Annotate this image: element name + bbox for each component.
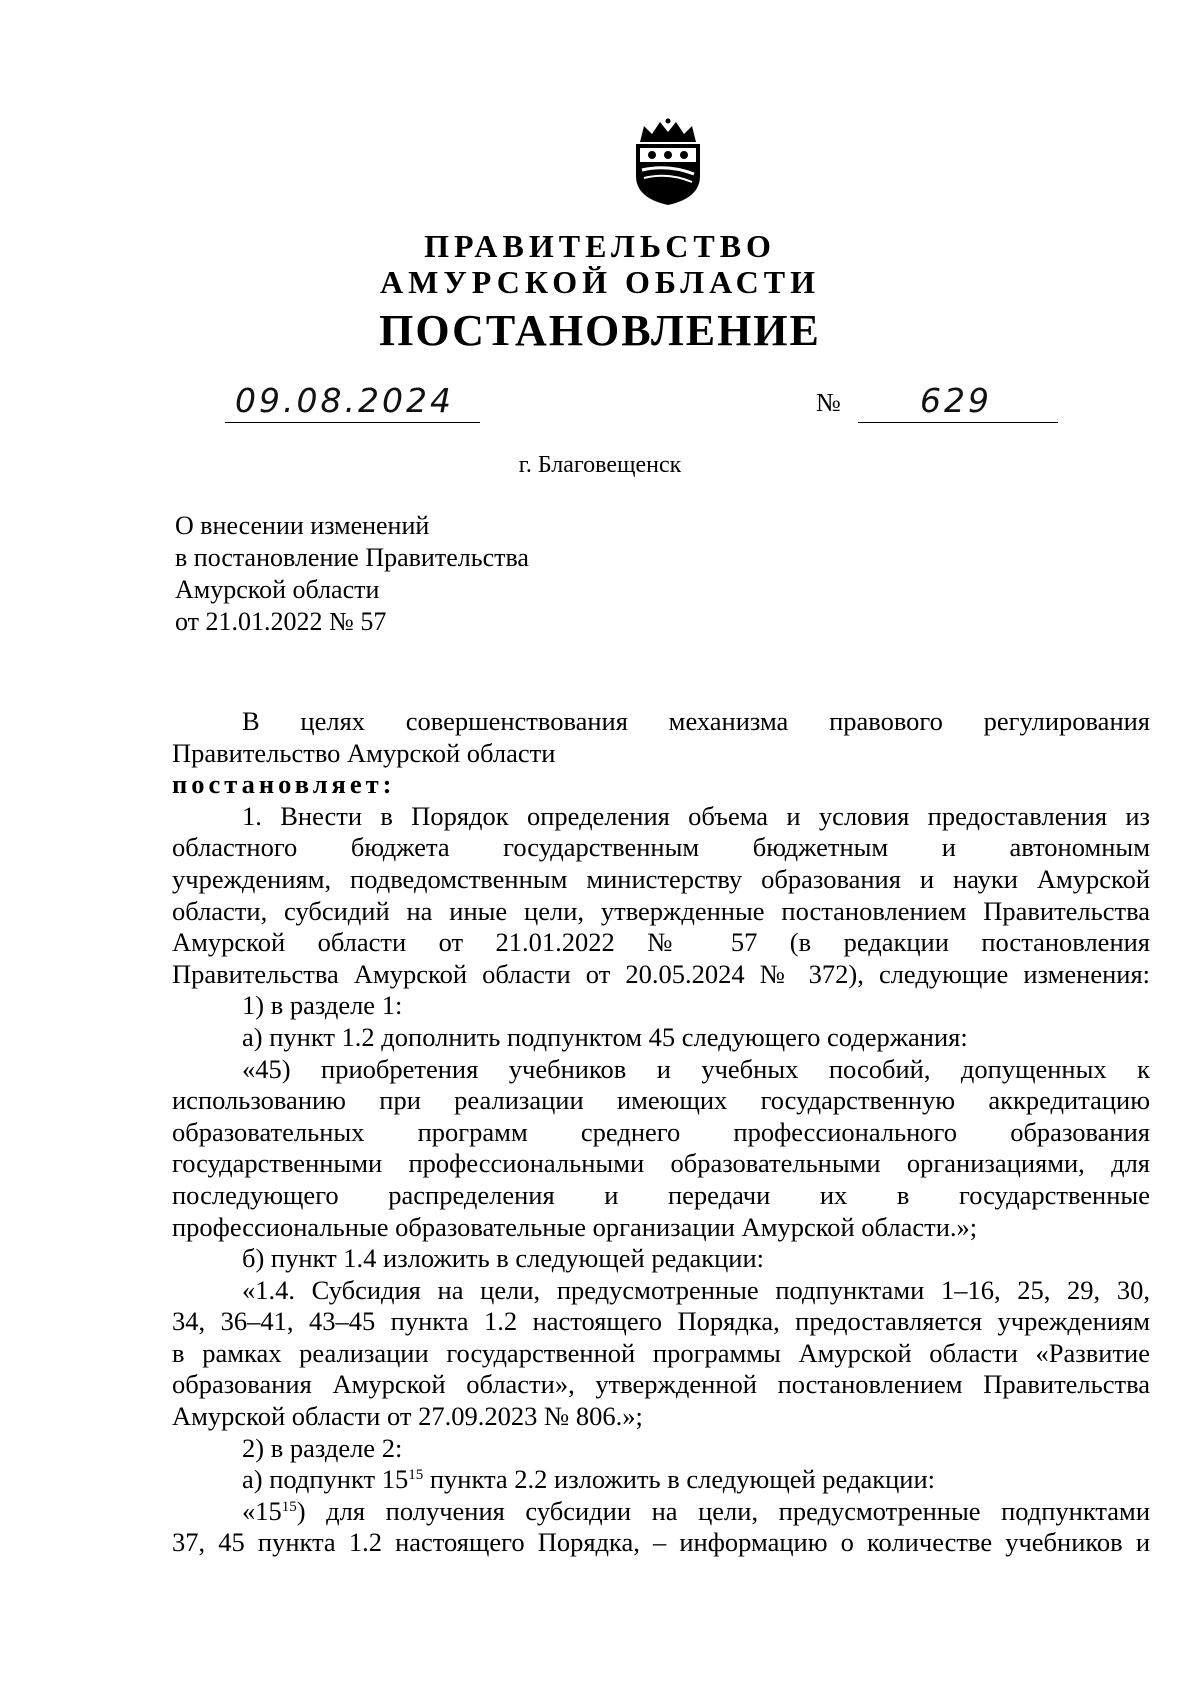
superscript: 15 bbox=[281, 1498, 297, 1515]
decree-text: постановляет: bbox=[172, 769, 396, 800]
subject-line: О внесении изменений bbox=[175, 511, 430, 540]
body-fragment: а) подпункт 15 bbox=[242, 1464, 409, 1495]
number-field bbox=[858, 382, 1058, 423]
handwritten-date: 09.08.2024 bbox=[235, 381, 454, 420]
body-fragment: ) для получения субсидии на цели, предусмотренные подпунктами bbox=[296, 1495, 1150, 1526]
subject-block bbox=[175, 510, 529, 638]
number-sign: № bbox=[816, 388, 841, 417]
body-line: профессиональные образовательные организации Амурской области.»; bbox=[172, 1211, 978, 1242]
body-line: а) пункт 1.2 дополнить подпунктом 45 следующего содержания: bbox=[242, 1021, 968, 1052]
body-line: Амурской области от 27.09.2023 № 806.»; bbox=[172, 1401, 643, 1432]
body-line: образовательных программ среднего профессионального образования bbox=[172, 1116, 1150, 1147]
body-line: области, субсидий на иные цели, утвержденные постановлением Правительства bbox=[172, 895, 1150, 926]
body-line bbox=[172, 1464, 1150, 1496]
date-field bbox=[225, 382, 480, 423]
body-line: В целях совершенствования механизма правового регулирования bbox=[242, 706, 1150, 736]
body-line: Амурской области от 21.01.2022 № 57 (в редакции постановления bbox=[172, 927, 1150, 958]
document-type-title: ПОСТАНОВЛЕНИЕ bbox=[379, 306, 821, 355]
body-line: 34, 36–41, 43–45 пункта 1.2 настоящего Порядка, предоставляется учреждениям bbox=[172, 1306, 1150, 1337]
city-line: г. Благовещенск bbox=[518, 452, 682, 478]
body-line: образования Амурской области», утвержденной постановлением Правительства bbox=[172, 1369, 1150, 1400]
body-line: «45) приобретения учебников и учебных пособий, допущенных к bbox=[242, 1053, 1150, 1084]
body-line: государственными профессиональными образовательными организациями, для bbox=[172, 1148, 1150, 1179]
body-line: 2) в разделе 2: bbox=[242, 1432, 403, 1463]
body-line: 1) в разделе 1: bbox=[242, 990, 403, 1021]
subject-line: в постановление Правительства bbox=[175, 543, 529, 572]
body-fragment: пункта 2.2 изложить в следующей редакции: bbox=[423, 1464, 935, 1495]
body-line: Правительства Амурской области от 20.05.2024 № 372), следующие изменения: bbox=[172, 958, 1150, 989]
body-line: областного бюджета государственным бюджетным и автономным bbox=[172, 832, 1150, 863]
subject-line: Амурской области bbox=[175, 575, 380, 604]
body-line: учреждениям, подведомственным министерству образования и науки Амурской bbox=[172, 863, 1150, 894]
org-name-line2: АМУРСКОЙ ОБЛАСТИ bbox=[380, 264, 820, 300]
decree-word bbox=[172, 769, 1150, 801]
body-line: последующего распределения и передачи их в государственные bbox=[172, 1179, 1150, 1210]
body-line bbox=[172, 1496, 1150, 1528]
org-name-line1: ПРАВИТЕЛЬСТВО bbox=[424, 228, 776, 264]
body-line: 1. Внести в Порядок определения объема и условия предоставления из bbox=[242, 800, 1150, 831]
superscript: 15 bbox=[408, 1467, 424, 1484]
coat-of-arms-icon bbox=[630, 118, 706, 206]
body-line: 37, 45 пункта 1.2 настоящего Порядка, – информацию о количестве учебников и bbox=[172, 1527, 1150, 1558]
body-line: «1.4. Субсидия на цели, предусмотренные подпунктами 1–16, 25, 29, 30, bbox=[242, 1274, 1150, 1305]
body-line: в рамках реализации государственной программы Амурской области «Развитие bbox=[172, 1337, 1150, 1368]
document-body bbox=[172, 706, 1150, 1559]
body-line: использованию при реализации имеющих государственную аккредитацию bbox=[172, 1085, 1150, 1116]
body-fragment: «15 bbox=[242, 1495, 282, 1526]
subject-line: от 21.01.2022 № 57 bbox=[175, 607, 387, 636]
body-line: б) пункт 1.4 изложить в следующей редакции: bbox=[242, 1243, 765, 1274]
body-line: Правительство Амурской области bbox=[172, 737, 556, 768]
handwritten-number: 629 bbox=[920, 381, 992, 420]
